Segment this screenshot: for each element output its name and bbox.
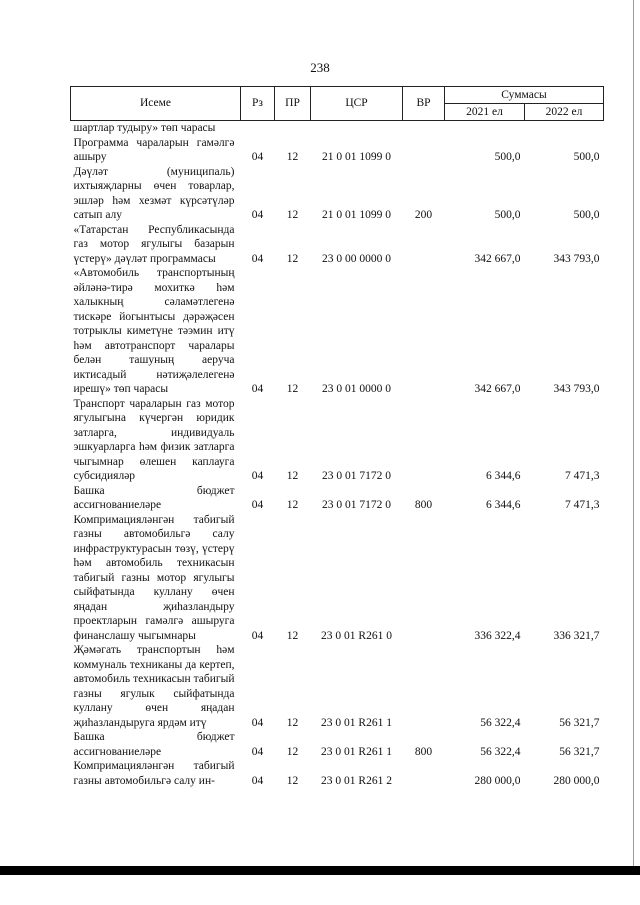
row-vr <box>403 266 445 397</box>
row-vr <box>403 759 445 788</box>
row-pr: 12 <box>286 209 299 221</box>
row-pr: 12 <box>286 629 299 642</box>
table-row <box>71 121 604 136</box>
row-sum-2022: 56 321,7 <box>559 716 600 729</box>
row-name: Компримацияләнгән табигый газны автомобильгә салу ин- <box>73 760 235 787</box>
table-row <box>71 513 604 644</box>
row-pr: 12 <box>286 499 299 511</box>
row-vr <box>403 643 445 730</box>
row-name: Компримацияләнгән табигый газны автомобильгә салу инфраструктурасын төзү, үстерү һәм автомобиль техникасын табигый газны мотор ягулыгы сыйфатында куллану өчен яңадан җиһазландыру проектларын гамәлгә ашыруга финанслашу чыгымнары <box>73 513 235 642</box>
row-csr: 23 0 00 0000 0 <box>322 252 391 265</box>
row-csr <box>311 121 403 136</box>
row-csr: 23 0 01 R261 2 <box>321 774 392 787</box>
row-vr: 200 <box>414 209 433 221</box>
header-year-2021: 2021 ел <box>445 104 525 121</box>
row-rz: 04 <box>251 499 264 511</box>
row-sum-2021: 56 322,4 <box>480 745 521 758</box>
row-sum-2021: 500,0 <box>494 209 521 221</box>
budget-table <box>70 86 604 788</box>
row-sum-2021: 56 322,4 <box>480 716 521 729</box>
row-sum-2021: 500,0 <box>494 151 521 163</box>
row-csr: 23 0 01 R261 0 <box>321 629 392 642</box>
row-rz: 04 <box>251 383 264 395</box>
row-sum-2021: 342 667,0 <box>474 383 521 395</box>
row-csr: 23 0 01 R261 1 <box>321 716 392 729</box>
row-csr: 23 0 01 7172 0 <box>322 499 391 511</box>
header-name: Исеме <box>71 87 241 121</box>
row-name: «Татарстан Республикасында газ мотор ягулыгы базарын үстерү» дәүләт программасы <box>73 223 235 265</box>
scan-edge-line <box>633 0 634 866</box>
row-pr: 12 <box>286 745 299 758</box>
row-rz: 04 <box>251 209 264 221</box>
row-pr: 12 <box>286 470 299 482</box>
row-rz <box>241 121 275 136</box>
page-number: 238 <box>310 60 330 75</box>
table-row <box>71 759 604 788</box>
row-pr: 12 <box>286 716 299 729</box>
header-vr: ВР <box>403 87 445 121</box>
row-name: Дәүләт (муниципаль) ихтыяҗларны өчен товарлар, эшләр һәм хезмәт күрсәтүләр сатып алу <box>73 165 235 221</box>
row-sum-2022: 500,0 <box>573 209 600 221</box>
row-sum-2022: 7 471,3 <box>565 470 600 482</box>
row-name: «Автомобиль транспортының әйләнә-тирә мохиткә һәм халыкның сәламәтлегенә тискәре йогынтысы дәрәҗәсен тотрыклы киметүне тәэмин итү һәм автотранспорт чаралары белән ташуның аеруча иктисадый нәтиҗәлелегенә ирешү» төп чарасы <box>73 267 235 395</box>
row-sum-2022: 343 793,0 <box>553 383 600 395</box>
row-pr: 12 <box>286 383 299 395</box>
row-pr: 12 <box>286 252 299 265</box>
table-header <box>71 87 604 121</box>
row-pr: 12 <box>286 774 299 787</box>
table-row <box>71 484 604 513</box>
row-sum-2021: 342 667,0 <box>474 252 521 265</box>
table-row <box>71 266 604 397</box>
table-row <box>71 730 604 759</box>
table-row <box>71 165 604 223</box>
row-sum-2022: 336 321,7 <box>553 629 600 642</box>
row-csr: 23 0 01 7172 0 <box>322 470 391 482</box>
row-name: Башка бюджет ассигнованиеләре <box>73 484 235 511</box>
row-rz: 04 <box>251 629 264 642</box>
table-row <box>71 136 604 165</box>
row-vr: 800 <box>414 745 433 758</box>
row-vr <box>403 121 445 136</box>
row-rz: 04 <box>251 745 264 758</box>
row-sum-2021 <box>445 121 525 136</box>
table-row <box>71 397 604 484</box>
row-sum-2021: 336 322,4 <box>474 629 521 642</box>
row-sum-2021: 6 344,6 <box>486 499 521 511</box>
row-rz: 04 <box>251 252 264 265</box>
row-csr: 23 0 01 0000 0 <box>322 383 391 395</box>
row-csr: 23 0 01 R261 1 <box>321 745 392 758</box>
row-name: Программа чараларын гамәлгә ашыру <box>73 136 235 163</box>
row-name: шартлар тудыру» төп чарасы <box>73 122 216 134</box>
header-pr: ПР <box>275 87 311 121</box>
row-sum-2022: 500,0 <box>573 151 600 163</box>
row-vr <box>403 136 445 165</box>
row-rz: 04 <box>251 470 264 482</box>
header-csr: ЦСР <box>311 87 403 121</box>
row-vr <box>403 513 445 644</box>
header-rz: Рз <box>241 87 275 121</box>
row-sum-2022: 56 321,7 <box>559 745 600 758</box>
row-rz: 04 <box>251 151 264 163</box>
row-csr: 21 0 01 1099 0 <box>322 209 391 221</box>
table-row <box>71 643 604 730</box>
row-vr: 800 <box>414 499 433 511</box>
row-sum-2022: 7 471,3 <box>565 499 600 511</box>
row-rz: 04 <box>251 774 264 787</box>
row-pr <box>275 121 311 136</box>
row-name: Башка бюджет ассигнованиеләре <box>73 731 235 758</box>
row-sum-2021: 6 344,6 <box>486 470 521 482</box>
scan-bottom-bar <box>0 866 640 875</box>
row-vr <box>403 223 445 267</box>
row-sum-2022: 343 793,0 <box>553 252 600 265</box>
header-year-2022: 2022 ел <box>525 104 604 121</box>
row-csr: 21 0 01 1099 0 <box>322 151 391 163</box>
row-pr: 12 <box>286 151 299 163</box>
row-name: Транспорт чараларын газ мотор ягулыгына күчергән юридик затларга, индивидуаль эшкуарларга һәм физик затларга чыгымнар өлешен каплауга субсидияләр <box>73 397 235 482</box>
row-vr <box>403 397 445 484</box>
row-rz: 04 <box>251 716 264 729</box>
row-name: Җәмәгать транспортын һәм коммуналь техниканы да кертеп, автомобиль техникасын табигый газны ягулык сыйфатында куллану өчен яңадан җиһазландыруга ярдәм итү <box>73 644 235 729</box>
table-row <box>71 223 604 267</box>
table-body <box>71 121 604 789</box>
row-sum-2022: 280 000,0 <box>553 774 600 787</box>
row-sum-2021: 280 000,0 <box>474 774 521 787</box>
header-sums: Суммасы <box>445 87 604 104</box>
row-sum-2022 <box>525 121 604 136</box>
